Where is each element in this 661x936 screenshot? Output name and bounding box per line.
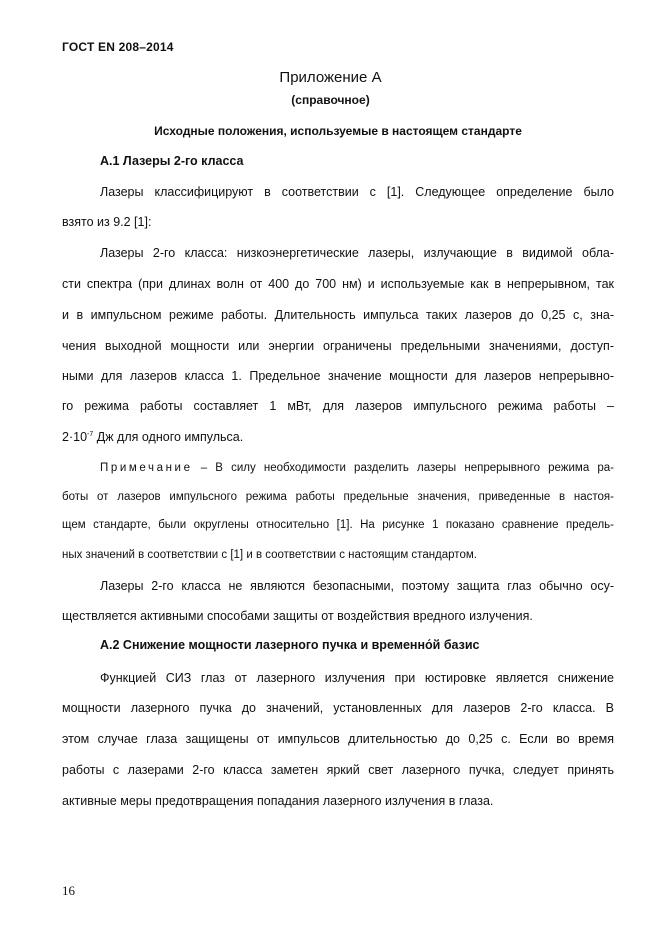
appendix-subtitle: (справочное) (291, 93, 370, 107)
paragraph-line: этом случае глаза защищены от импульсов длительностью до 0,25 с. Если во время (62, 732, 614, 746)
paragraph-line: работы с лазерами 2-го класса заметен яркий свет лазерного пучка, следует принять (62, 763, 614, 777)
energy-value-line (62, 429, 614, 445)
paragraph-line: сти спектра (при длинах волн от 400 до 700 нм) и используемые как в непрерывном, так (62, 277, 614, 291)
appendix-title: Приложение А (279, 69, 382, 86)
section-title: Исходные положения, используемые в настоящем стандарте (154, 124, 522, 138)
page-number: 16 (62, 883, 75, 898)
note-line: боты от лазеров импульсного режима работы предельные значения, приведенные в настоя- (62, 491, 614, 503)
standard-designation: ГОСТ EN 208–2014 (62, 40, 174, 54)
paragraph-line: Функцией СИЗ глаз от лазерного излучения при юстировке является снижение (100, 671, 614, 685)
paragraph-line: и в импульсном режиме работы. Длительность импульса таких лазеров до 0,25 с, зна- (62, 308, 614, 322)
paragraph-line: мощности лазерного пучка до значений, установленных для лазеров 2-го класса. В (62, 701, 614, 715)
heading-a1: А.1 Лазеры 2-го класса (100, 154, 244, 168)
energy-exponent: -7 (87, 430, 94, 438)
paragraph-line: го режима работы составляет 1 мВт, для лазеров импульсного режима работы – (62, 399, 614, 413)
paragraph-line: Лазеры классифицируют в соответствии с [1]. Следующее определение было (100, 185, 614, 199)
heading-a2: А.2 Снижение мощности лазерного пучка и временно́й базис (100, 638, 480, 652)
paragraph-line: активные меры предотвращения попадания лазерного излучения в глаза. (62, 794, 494, 808)
paragraph-line: Лазеры 2-го класса не являются безопасными, поэтому защита глаз обычно осу- (100, 579, 614, 593)
paragraph-line: ществляется активными способами защиты от воздействия вредного излучения. (62, 609, 533, 623)
paragraph-line: ными для лазеров класса 1. Предельное значение мощности для лазеров непрерывно- (62, 369, 614, 383)
note-line (100, 460, 614, 476)
note-text: – В силу необходимости разделить лазеры непрерывного режима ра- (192, 462, 614, 474)
note-label: Примечание (100, 462, 193, 474)
note-line: щем стандарте, были округлены относительно [1]. На рисунке 1 показано сравнение предель- (62, 519, 614, 531)
paragraph-line: Лазеры 2-го класса: низкоэнергетические лазеры, излучающие в видимой обла- (100, 246, 614, 260)
paragraph-line: взято из 9.2 [1]: (62, 215, 152, 229)
energy-mantissa: 2·10 (62, 430, 88, 444)
note-line: ных значений в соответствии с [1] и в соответствии с настоящим стандартом. (62, 549, 477, 561)
energy-rest: Дж для одного импульса. (93, 430, 244, 444)
paragraph-line: чения выходной мощности или энергии ограничены предельными значениями, доступ- (62, 339, 614, 353)
